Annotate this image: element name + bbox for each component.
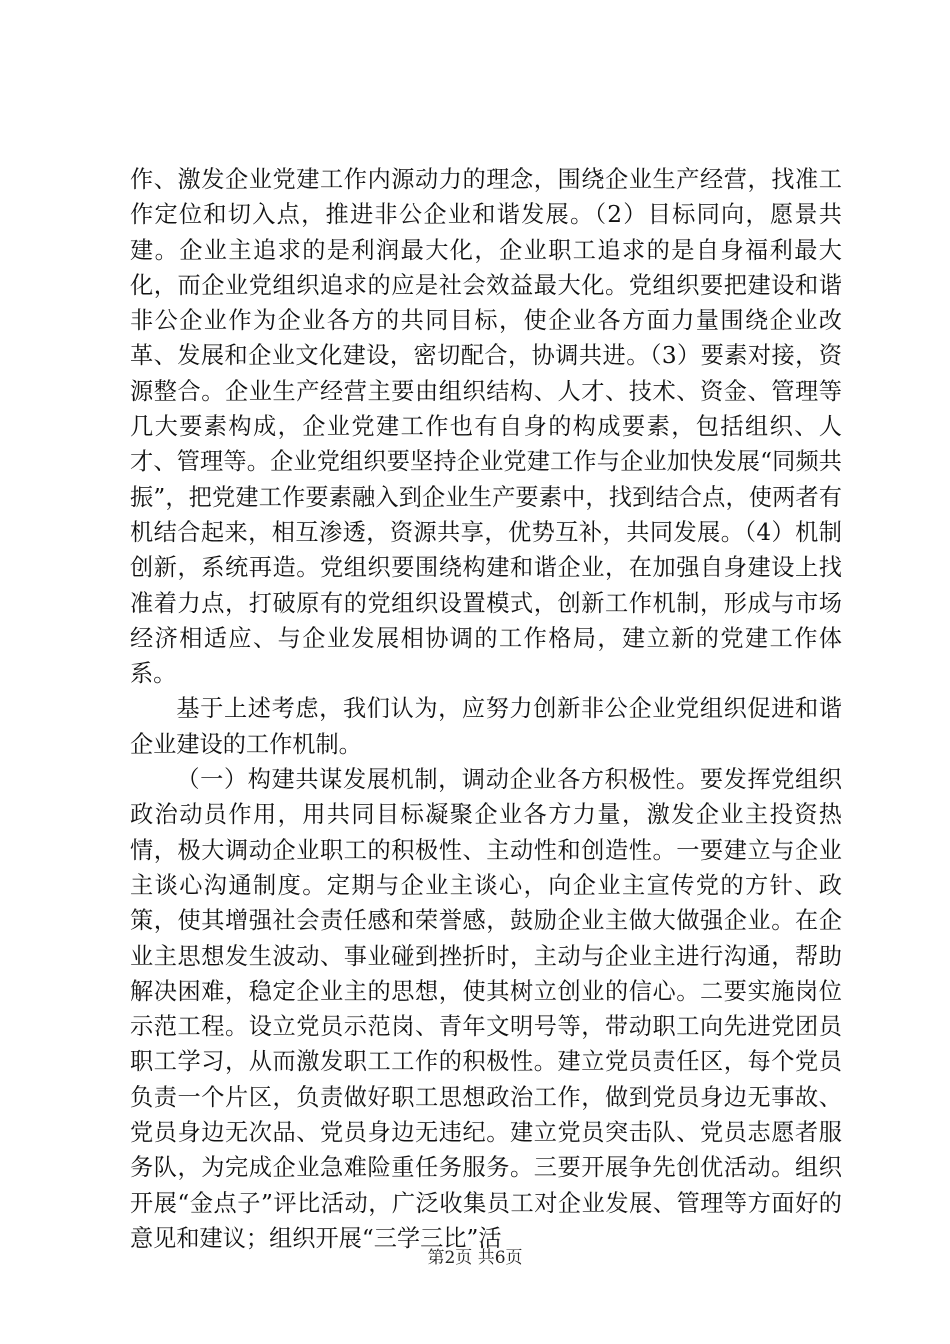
body-paragraph-1: 作、激发企业党建工作内源动力的理念，围绕企业生产经营，找准工作定位和切入点，推进非公企业和谐发展。（2）目标同向，愿景共建。企业主追求的是利润最大化，企业职工追求的是自身福利最大化，而企业党组织追求的应是社会效益最大化。党组织要把建设和谐非公企业作为企业各方的共同目标，使企业各方面力量围绕企业改革、发展和企业文化建设，密切配合，协调共进。（3）要素对接，资源整合。企业生产经营主要由组织结构、人才、技术、资金、管理等几大要素构成，企业党建工作也有自身的构成要素，包括组织、人才、管理等。企业党组织要坚持企业党建工作与企业加快发展“同频共振”，把党建工作要素融入到企业生产要素中，找到结合点，使两者有机结合起来，相互渗透，资源共享，优势互补，共同发展。（4）机制创新，系统再造。党组织要围绕构建和谐企业，在加强自身建设上找准着力点，打破原有的党组织设置模式，创新工作机制，形成与市场经济相适应、与企业发展相协调的工作格局，建立新的党建工作体系。: [130, 166, 842, 688]
body-paragraph-3: （一）构建共谋发展机制，调动企业各方积极性。要发挥党组织政治动员作用，用共同目标凝聚企业各方力量，激发企业主投资热情，极大调动企业职工的积极性、主动性和创造性。一要建立与企业主谈心沟通制度。定期与企业主谈心，向企业主宣传党的方针、政策，使其增强社会责任感和荣誉感，鼓励企业主做大做强企业。在企业主思想发生波动、事业碰到挫折时，主动与企业主进行沟通，帮助解决困难，稳定企业主的思想，使其树立创业的信心。二要实施岗位示范工程。设立党员示范岗、青年文明号等，带动职工向先进党团员职工学习，从而激发职工工作的积极性。建立党员责任区，每个党员负责一个片区，负责做好职工思想政治工作，做到党员身边无事故、党员身边无次品、党员身边无违纪。建立党员突击队、党员志愿者服务队，为完成企业急难险重任务服务。三要开展争先创优活动。组织开展“金点子”评比活动，广泛收集员工对企业发展、管理等方面好的意见和建议；组织开展“三学三比”活: [130, 766, 842, 1252]
page-number-footer: 第2页 共6页: [427, 1248, 523, 1268]
document-body: [130, 162, 842, 1256]
body-paragraph-2: 基于上述考虑，我们认为，应努力创新非公企业党组织促进和谐企业建设的工作机制。: [130, 695, 842, 758]
